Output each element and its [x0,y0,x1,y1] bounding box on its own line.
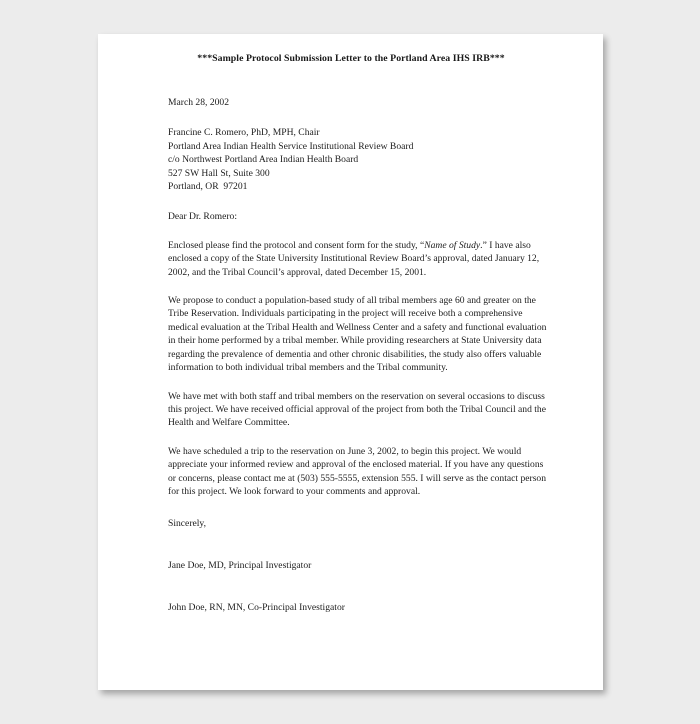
document-title: ***Sample Protocol Submission Letter to the Portland Area IHS IRB*** [197,53,505,64]
body-paragraph-1 [168,239,547,279]
paragraph-1-text-before: Enclosed please find the protocol and consent form for the study, “ [168,239,425,251]
recipient-street-line: 527 SW Hall St, Suite 300 [168,167,270,179]
document-page [98,34,603,690]
recipient-address-block [168,126,547,193]
paragraph-1-text-after: .” I have also enclosed a copy of the State University Institutional Review Board’s approval, dated January 12, 2002, and the Tribal Council’s approval, dated December 15, 2001. [168,239,540,278]
body-paragraph-2: We propose to conduct a population-based study of all tribal members age 60 and greater on the Tribe Reservation. Individuals participating in the project will receive both a comprehensive medical evaluation at the Tribal Health and Wellness Center and a safety and functional evaluation in their home performed by a tribal member. While providing researchers at State University data regarding the prevalence of dementia and other chronic disabilities, the study also offers valuable information to both individual tribal members and the Tribal community. [168,295,547,374]
recipient-name-line: Francine C. Romero, PhD, MPH, Chair [168,127,320,139]
signature-line-2: John Doe, RN, MN, Co-Principal Investigator [168,602,345,614]
recipient-city-state-zip-line: Portland, OR 97201 [168,181,248,193]
body-paragraph-3: We have met with both staff and tribal members on the reservation on several occasions to discuss this project. We have received official approval of the project from both the Tribal Council and the Health and Welfare Committee. [168,390,546,429]
closing-line: Sincerely, [168,518,207,530]
salutation: Dear Dr. Romero: [168,211,238,223]
signature-line-1: Jane Doe, MD, Principal Investigator [168,559,312,571]
page-content-area [168,52,547,615]
recipient-org-line: Portland Area Indian Health Service Institutional Review Board [168,140,414,152]
recipient-careof-line: c/o Northwest Portland Area Indian Health Board [168,154,359,166]
study-name-italic: Name of Study [424,239,481,251]
letter-date: March 28, 2002 [168,97,230,108]
body-paragraph-4: We have scheduled a trip to the reservation on June 3, 2002, to begin this project. We would appreciate your informed review and approval of the enclosed material. If you have any questions or concerns, please contact me at (503) 555-5555, extension 555. I will serve as the contact person for this project. We look forward to your comments and approval. [168,445,547,497]
